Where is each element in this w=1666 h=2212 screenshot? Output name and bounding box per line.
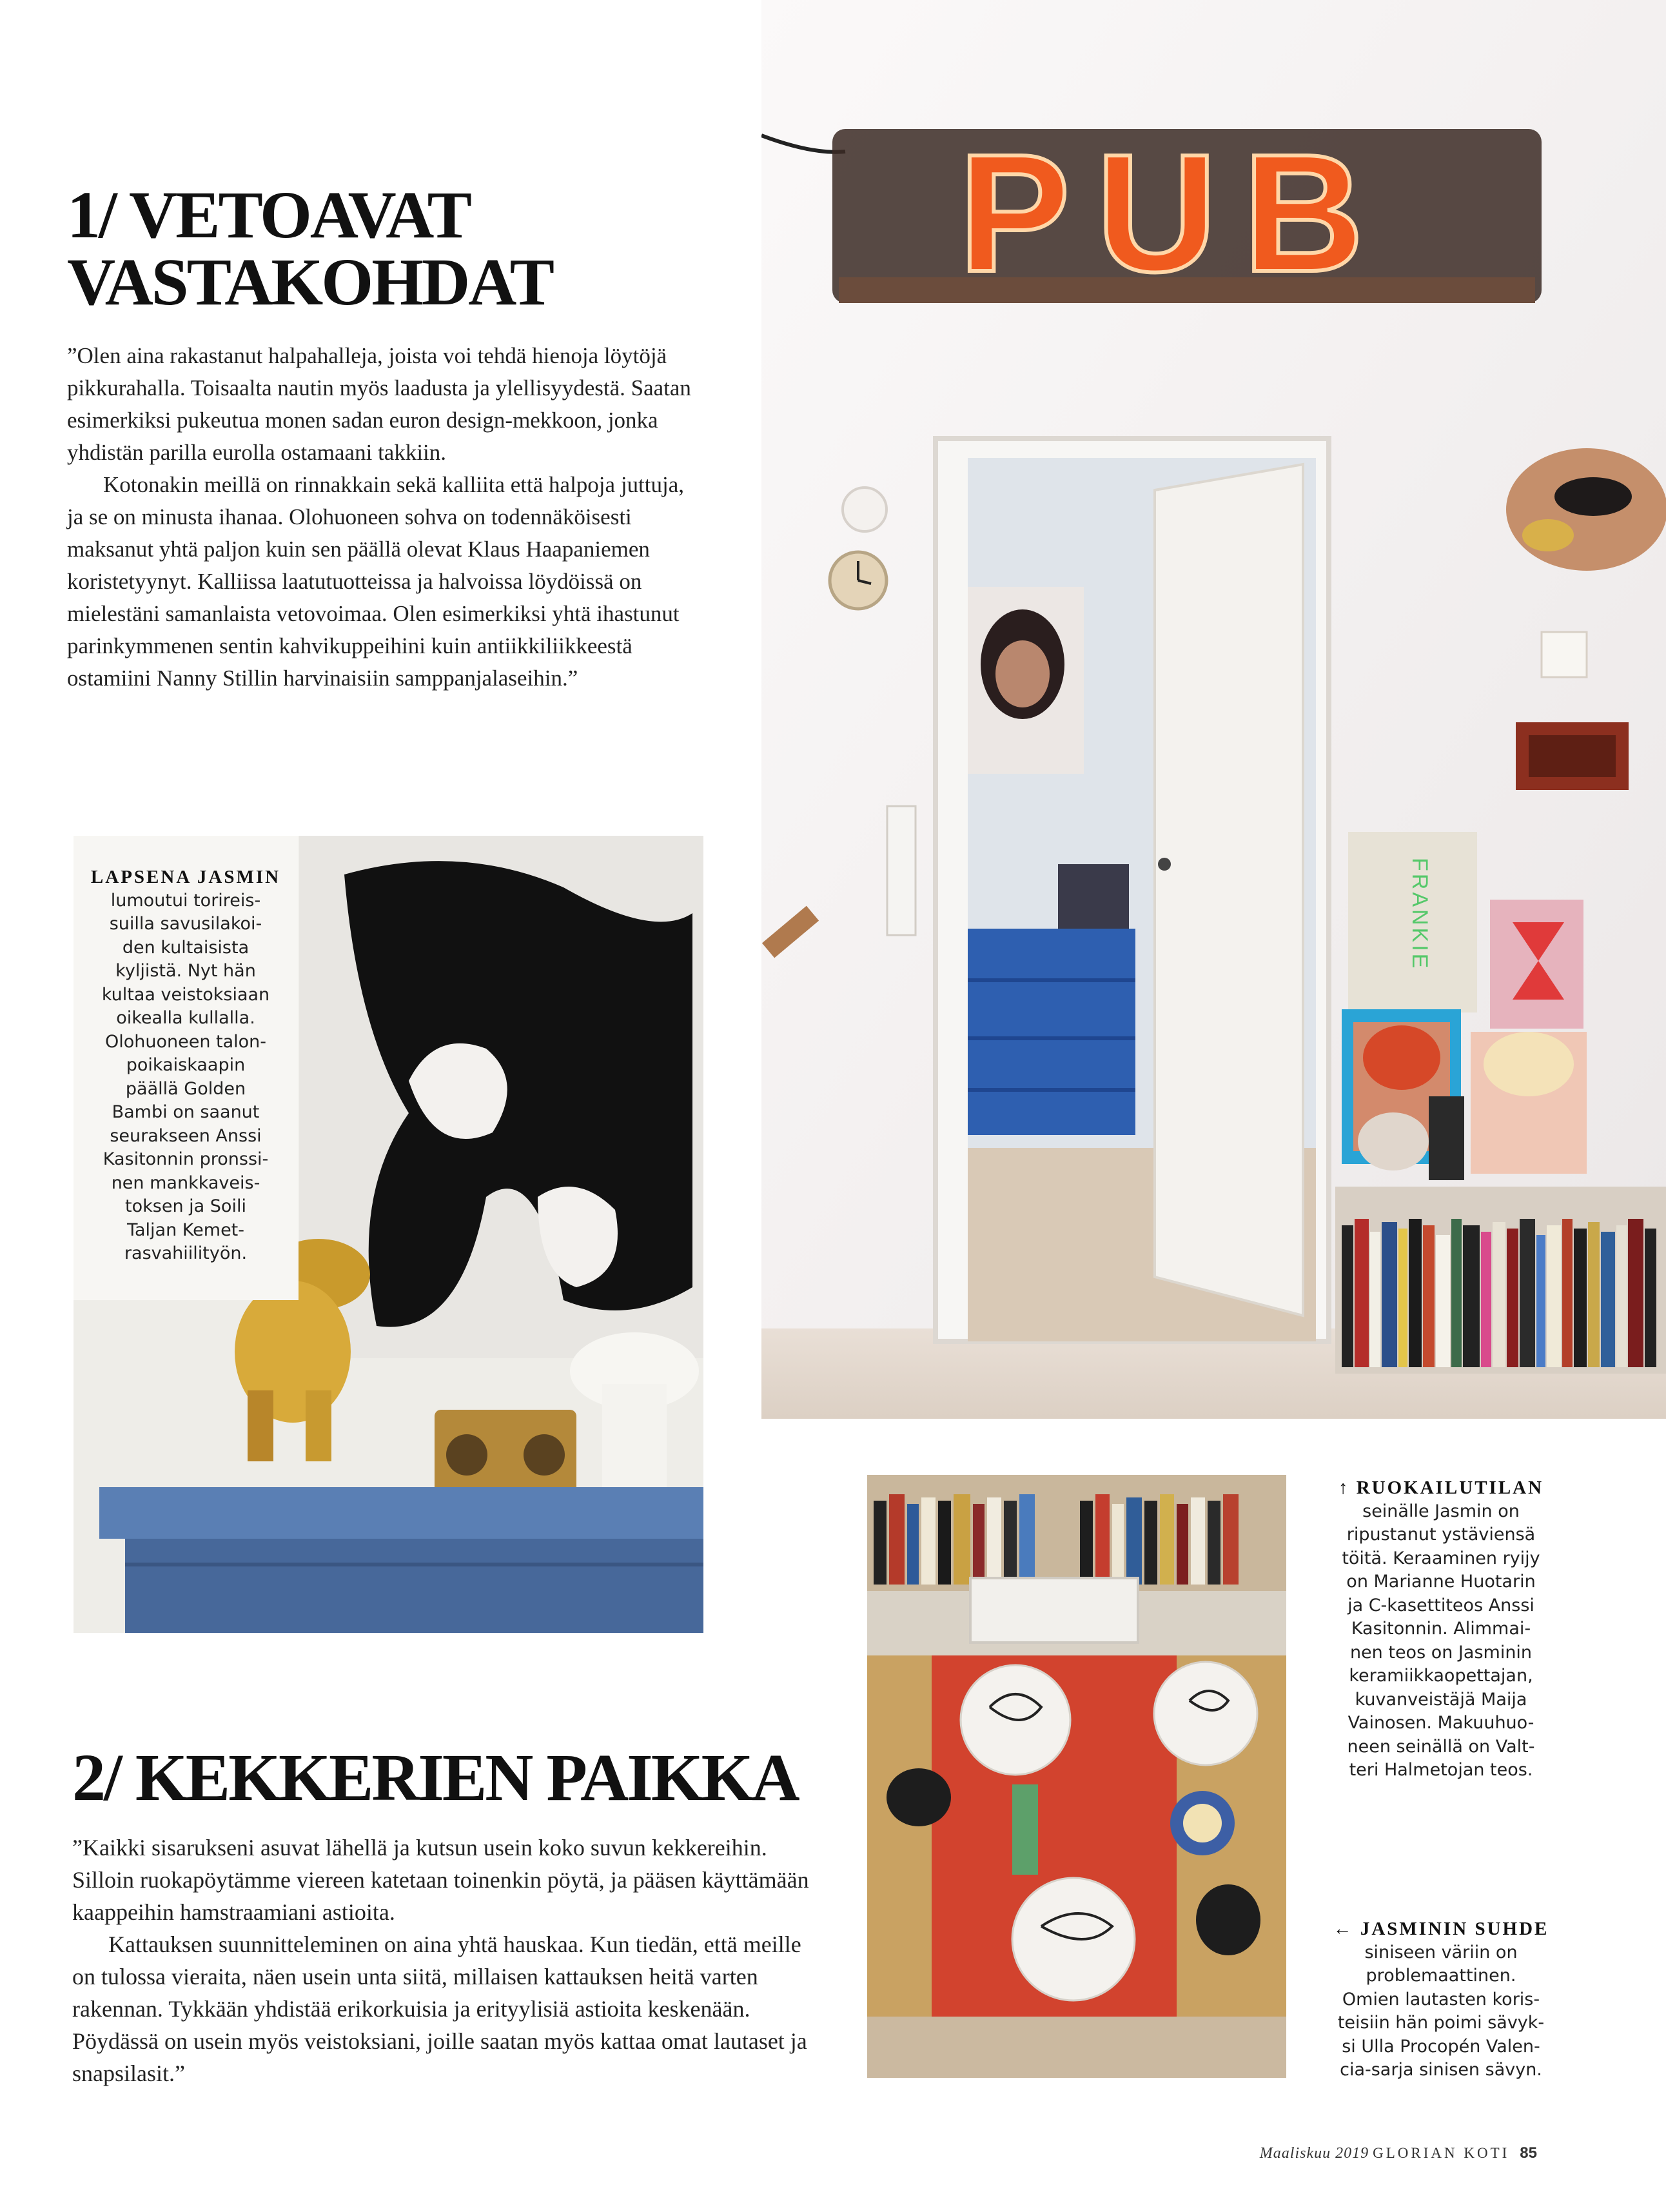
caption2-line: töitä. Keraaminen ryijy xyxy=(1342,1548,1540,1568)
caption1-line: kultaa veistoksiaan xyxy=(101,984,270,1005)
section1-title-line-2: VASTAKOHDAT xyxy=(67,245,553,319)
caption1-line: oikealla kullalla. xyxy=(116,1008,255,1028)
caption3 xyxy=(1306,1917,1576,2082)
caption3-lead xyxy=(1306,1917,1576,1941)
caption1-line: nen mankkaveis- xyxy=(111,1172,260,1193)
caption1-line: kyljistä. Nyt hän xyxy=(115,961,256,981)
caption1-line: rasvahiilityön. xyxy=(124,1243,248,1263)
caption3-line: siniseen väriin on xyxy=(1364,1942,1518,1962)
caption1-line: Olohuoneen talon- xyxy=(104,1031,267,1052)
caption2-line: on Marianne Huotarin xyxy=(1346,1572,1536,1592)
caption3-line: si Ulla Procopén Valen- xyxy=(1342,2036,1540,2057)
caption2-line: seinälle Jasmin on xyxy=(1362,1501,1520,1521)
pub-neon-text: PUB xyxy=(958,120,1390,307)
caption2-lead xyxy=(1306,1476,1576,1500)
section1-title xyxy=(67,178,553,319)
caption1-line: Bambi on saanut xyxy=(112,1102,260,1122)
footer-issue: Maaliskuu 2019 xyxy=(1259,2145,1369,2162)
caption3-line: Omien lautasten koris- xyxy=(1342,1989,1540,2010)
caption3-line: teisiin hän poimi sävyk- xyxy=(1337,2013,1545,2033)
caption2-line: keramiikkaopettajan, xyxy=(1349,1666,1533,1686)
caption1-line: Kasitonnin pronssi- xyxy=(103,1149,269,1169)
photo-dining-table-art xyxy=(867,1475,1286,2078)
caption2-lead-text: RUOKAILUTILAN xyxy=(1356,1477,1544,1498)
section2-title: 2/ KEKKERIEN PAIKKA xyxy=(72,1741,798,1815)
caption3-arrow-icon: ← xyxy=(1333,1919,1354,1939)
caption3-line: problemaattinen. xyxy=(1366,1966,1516,1986)
caption2-line: Kasitonnin. Alimmai- xyxy=(1351,1619,1531,1639)
section2-body xyxy=(72,1832,814,2089)
caption1-lead: LAPSENA JASMIN xyxy=(90,867,281,887)
caption1-line: seurakseen Anssi xyxy=(110,1125,262,1146)
photo-pub-wall-art xyxy=(761,0,1666,1419)
caption3-line: cia-sarja sinisen sävyn. xyxy=(1340,2060,1542,2080)
section1-paragraph-2: Kotonakin meillä on rinnakkain sekä kalliita että halpoja juttuja, ja se on minusta ihanaa. Olohuoneen sohva on todennäköisesti maksanut yhtä paljon kuin sen päällä olevat Klaus Haapaniemen koristetyynyt. Kalliissa laatutuotteissa ja halvoissa löydöissä on mielestäni samanlaista vetovoimaa. Olen esimerkiksi yhtä ihastunut parinkymmenen sentin kahvikuppeihini kuin antiikkiliikkeestä ostamiini Nanny Stillin harvinaisiin samppanjalaseihin.” xyxy=(67,472,684,691)
footer-magazine: GLORIAN KOTI xyxy=(1373,2145,1510,2161)
section2-paragraph-1: ”Kaikki sisarukseni asuvat lähellä ja kutsun usein koko suvun kekkereihin. Silloin ruokapöytämme viereen katetaan toinenkin pöytä, ja pääsen käyttämään kaappeihin hamstraamiani astioita. xyxy=(72,1835,809,1925)
section1-body xyxy=(67,340,692,695)
photo-pub-wall xyxy=(761,0,1666,1419)
photo-dining-table xyxy=(867,1475,1286,2078)
section1-paragraph-1: ”Olen aina rakastanut halpahalleja, joista voi tehdä hienoja löytöjä pikkurahalla. Toisaalta nautin myös laadusta ja ylellisyydestä. Saatan esimerkiksi pukeutua monen sadan euron design-mekkoon, jonka yhdistän parilla eurolla ostamaani takkiin. xyxy=(67,343,691,465)
bookshelf-books xyxy=(1342,1219,1656,1367)
caption2-arrow-icon: ↑ xyxy=(1338,1477,1350,1498)
frankie-neon-text: FRANKIE xyxy=(1407,858,1432,971)
caption2-line: neen seinällä on Valt- xyxy=(1347,1736,1535,1757)
caption1-line: den kultaisista xyxy=(122,937,250,958)
caption3-lead-text: JASMININ SUHDE xyxy=(1360,1919,1549,1939)
caption1 xyxy=(77,865,294,1266)
caption2-line: ripustanut ystäviensä xyxy=(1346,1525,1536,1545)
section2-paragraph-2: Kattauksen suunnitteleminen on aina yhtä hauskaa. Kun tiedän, että meille on tulossa vieraita, näen usein unta siitä, millaisen kattauksen heitä varten rakennan. Tykkään yhdistää erikorkuisia ja erityylisiä astioita keskenään. Pöydässä on usein myös veistoksiani, joille saatan myös kattaa omat lautaset ja snapsilasit.” xyxy=(72,1931,807,2086)
caption2-line: ja C-kasettiteos Anssi xyxy=(1348,1595,1534,1615)
caption2-line: nen teos on Jasminin xyxy=(1349,1642,1533,1663)
caption2 xyxy=(1306,1476,1576,1782)
page-number: 85 xyxy=(1520,2144,1537,2162)
caption1-line: lumoutui torireis- xyxy=(110,890,261,911)
caption1-line: poikaiskaapin xyxy=(126,1055,246,1075)
caption1-line: toksen ja Soili xyxy=(125,1196,246,1216)
caption1-line: päällä Golden xyxy=(125,1078,246,1099)
caption1-line: suilla savusilakoi- xyxy=(109,914,262,934)
caption1-line: Taljan Kemet- xyxy=(126,1220,245,1240)
caption2-line: kuvanveistäjä Maija xyxy=(1355,1689,1527,1710)
page-footer xyxy=(1260,2144,1537,2162)
caption2-line: teri Halmetojan teos. xyxy=(1349,1760,1533,1780)
caption2-line: Vainosen. Makuuhuo- xyxy=(1348,1713,1534,1733)
section1-title-line-1: 1/ VETOAVAT xyxy=(67,178,471,252)
